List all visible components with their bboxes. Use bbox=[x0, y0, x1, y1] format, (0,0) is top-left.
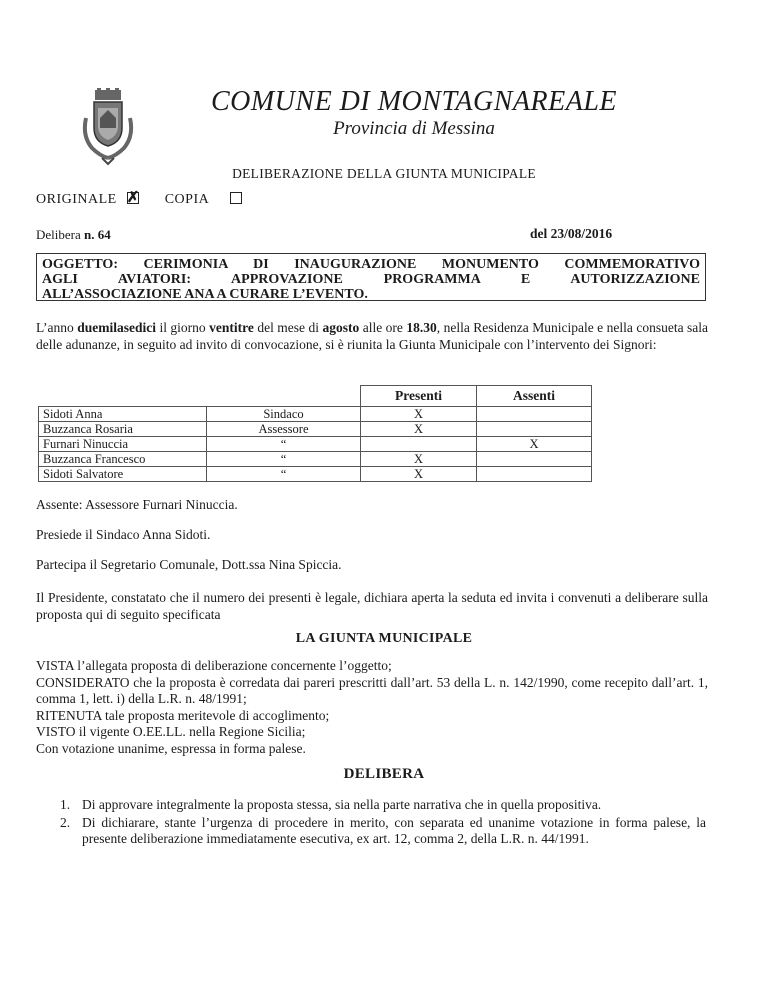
giunta-line: VISTO il vigente O.EE.LL. nella Regione Sicilia; bbox=[36, 724, 306, 739]
table-row bbox=[39, 467, 592, 482]
copia-label: COPIA bbox=[164, 192, 209, 207]
intro-text: il giorno bbox=[155, 320, 210, 335]
delibera-number bbox=[36, 227, 111, 243]
oggetto-box bbox=[36, 253, 706, 301]
presente-mark: X bbox=[361, 407, 477, 422]
assente-mark: X bbox=[477, 437, 592, 452]
intro-text: alle ore bbox=[359, 320, 407, 335]
originale-checkbox bbox=[127, 192, 139, 204]
intro-mese: agosto bbox=[322, 320, 360, 335]
delibera-heading: DELIBERA bbox=[343, 766, 425, 782]
presidente-paragraph: Il Presidente, constatato che il numero dei presenti è legale, dichiara aperta la seduta ed invita i convenuti a deliberare sulla proposta qui di seguito specificata bbox=[36, 590, 708, 622]
oggetto-line-3: ALL’ASSOCIAZIONE ANA A CURARE L’EVENTO. bbox=[42, 287, 368, 302]
giunta-body bbox=[36, 658, 708, 757]
partecipa-note: Partecipa il Segretario Comunale, Dott.ssa Nina Spiccia. bbox=[36, 557, 342, 572]
table-row bbox=[39, 422, 592, 437]
intro-text: , nella Residenza Municipale e nella consueta sala delle adunanze, in seguito ad invito di convocazione, si è riunita la Giunta Municipale con l’intervento dei Signori: bbox=[36, 320, 709, 352]
document-type: DELIBERAZIONE DELLA GIUNTA MUNICIPALE bbox=[232, 166, 536, 181]
comune-title: COMUNE DI MONTAGNAREALE bbox=[210, 86, 618, 117]
member-name: Sidoti Salvatore bbox=[39, 467, 207, 482]
intro-giorno: ventitre bbox=[209, 320, 254, 335]
assente-mark bbox=[477, 452, 592, 467]
giunta-heading: LA GIUNTA MUNICIPALE bbox=[295, 631, 473, 646]
originale-label: ORIGINALE bbox=[36, 192, 117, 207]
assente-mark bbox=[477, 407, 592, 422]
giunta-line: RITENUTA tale proposta meritevole di accoglimento; bbox=[36, 707, 330, 723]
member-name: Sidoti Anna bbox=[39, 407, 207, 422]
intro-text: L’anno bbox=[36, 320, 78, 335]
list-item bbox=[60, 797, 706, 814]
intro-anno: duemilasedici bbox=[77, 320, 156, 335]
assente-mark bbox=[477, 467, 592, 482]
assente-note: Assente: Assessore Furnari Ninuccia. bbox=[36, 497, 238, 512]
member-role: “ bbox=[207, 437, 361, 452]
table-row bbox=[39, 452, 592, 467]
presenti-header: Presenti bbox=[361, 386, 477, 407]
intro-ore: 18.30 bbox=[406, 320, 437, 335]
delibera-label: Delibera bbox=[36, 227, 81, 242]
member-name: Buzzanca Francesco bbox=[39, 452, 207, 467]
attendance-header-row bbox=[39, 386, 592, 407]
assente-mark bbox=[477, 422, 592, 437]
oggetto-line-1: OGGETTO: CERIMONIA DI INAUGURAZIONE MONUMENTO COMMEMORATIVO bbox=[42, 257, 700, 272]
original-copy-row bbox=[36, 192, 242, 208]
list-item-text: Di approvare integralmente la proposta stessa, sia nella parte narrativa che in quella propositiva. bbox=[82, 797, 602, 812]
member-role: “ bbox=[207, 467, 361, 482]
member-role: Assessore bbox=[207, 422, 361, 437]
table-row bbox=[39, 437, 592, 452]
assenti-header: Assenti bbox=[477, 386, 592, 407]
giunta-line: Con votazione unanime, espressa in forma palese. bbox=[36, 740, 306, 756]
member-name: Furnari Ninuccia bbox=[39, 437, 207, 452]
provincia-subtitle: Provincia di Messina bbox=[333, 118, 495, 139]
intro-text: del mese di bbox=[253, 320, 323, 335]
presente-mark: X bbox=[361, 467, 477, 482]
delibera-n-value: n. 64 bbox=[84, 227, 111, 242]
copia-checkbox bbox=[230, 192, 242, 204]
member-role: Sindaco bbox=[207, 407, 361, 422]
list-item-text: Di dichiarare, stante l’urgenza di procedere in merito, con separata ed unanime votazione in forma palese, la presente deliberazione immediatamente esecutiva, ex art. 12, comma 2, della L.R. n. 44/1991. bbox=[82, 814, 706, 846]
presente-mark: X bbox=[361, 422, 477, 437]
giunta-line: VISTA l’allegata proposta di deliberazione concernente l’oggetto; bbox=[36, 658, 392, 673]
delibera-list bbox=[60, 797, 706, 848]
oggetto-line-2: AGLI AVIATORI: APPROVAZIONE PROGRAMMA E AUTORIZZAZIONE bbox=[42, 272, 700, 287]
presente-mark bbox=[361, 437, 477, 452]
member-name: Buzzanca Rosaria bbox=[39, 422, 207, 437]
table-row bbox=[39, 407, 592, 422]
presente-mark: X bbox=[361, 452, 477, 467]
delibera-date: del 23/08/2016 bbox=[530, 226, 613, 241]
presiede-note: Presiede il Sindaco Anna Sidoti. bbox=[36, 527, 211, 542]
attendance-table bbox=[38, 385, 592, 482]
list-item-number: 2. bbox=[60, 814, 71, 830]
list-item bbox=[60, 814, 706, 848]
giunta-line: CONSIDERATO che la proposta è corredata dai pareri prescritti dall’art. 53 della L. n. 142/1990, come recepito dall’art. 1, comma 1, lett. i) della L.R. n. 48/1991; bbox=[36, 674, 708, 706]
member-role: “ bbox=[207, 452, 361, 467]
list-item-number: 1. bbox=[60, 797, 71, 812]
intro-paragraph bbox=[36, 320, 708, 353]
